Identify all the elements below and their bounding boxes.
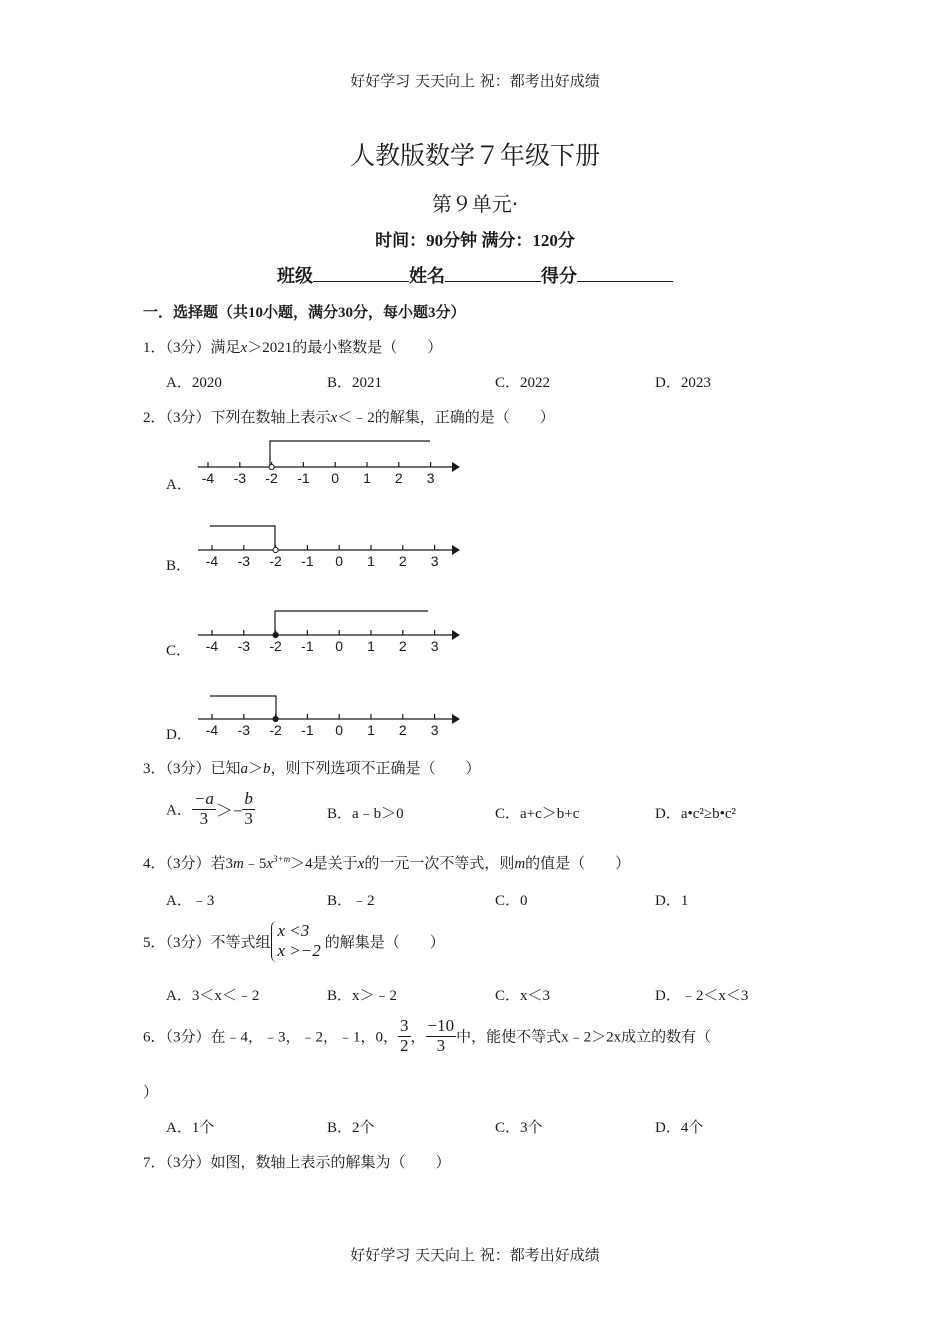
- q5-option-d[interactable]: D．﹣2＜x＜3: [655, 988, 749, 1004]
- q4-option-a[interactable]: A．﹣3: [166, 893, 215, 909]
- axis-a: [198, 462, 460, 486]
- tick-label: 0: [335, 722, 344, 738]
- number-line-b: [190, 516, 470, 576]
- open-dot: [269, 464, 274, 469]
- tick-label: 0: [335, 638, 344, 654]
- score-blank[interactable]: [577, 267, 673, 282]
- q6-option-b[interactable]: B．2个: [327, 1120, 375, 1136]
- tick-label: 0: [331, 470, 340, 486]
- tick-label: -3: [233, 470, 247, 486]
- axis-c: [198, 630, 460, 654]
- q4-option-b[interactable]: B．﹣2: [327, 893, 375, 909]
- number-line-c: [190, 601, 470, 661]
- solid-dot: [273, 716, 278, 721]
- tick-label: -3: [237, 638, 251, 654]
- tick-label: -4: [205, 638, 219, 654]
- page-footer: 好好学习 天天向上 祝：都考出好成绩: [350, 1246, 600, 1264]
- axis-d: [198, 714, 460, 738]
- q4-option-c[interactable]: C．0: [495, 893, 528, 909]
- axis-arrow-icon: [452, 545, 460, 555]
- open-dot: [273, 547, 278, 552]
- tick-label: 2: [398, 553, 407, 569]
- axis-arrow-icon: [452, 462, 460, 472]
- question-3: 3．（3分）已知a＞b，则下列选项不正确是（ ）: [143, 761, 481, 777]
- number-line-d: [190, 685, 470, 745]
- tick-label: -2: [269, 638, 282, 654]
- q2-option-c-label[interactable]: C．: [166, 643, 192, 659]
- tick-label: -1: [297, 470, 310, 486]
- q3-option-a[interactable]: A． $\frac{-a}{3}$ ＞− $\frac{b}{3}$: [166, 789, 253, 828]
- name-label: 姓名: [409, 266, 445, 286]
- tick-label: 2: [398, 722, 407, 738]
- tick-label: 3: [426, 470, 435, 486]
- tick-label: 2: [398, 638, 407, 654]
- q1-option-d[interactable]: D．2023: [655, 375, 711, 391]
- inequality-system: x <3 x >−2: [271, 921, 325, 962]
- q3-option-d[interactable]: D．a•c²≥b•c²: [655, 806, 737, 822]
- class-label: 班级: [277, 266, 313, 286]
- question-6: 6．（3分）在﹣4，﹣3，﹣2，﹣1，0， $\frac{3}{2}$ ， $\frac{-10}{3}$ 中，能使不等式x﹣2＞2x成立的数有（: [143, 1016, 712, 1055]
- tick-label: 1: [367, 553, 375, 569]
- q1-option-b[interactable]: B．2021: [327, 375, 383, 391]
- question-7: 7．（3分）如图，数轴上表示的解集为（ ）: [143, 1155, 451, 1171]
- tick-label: 3: [430, 638, 439, 654]
- q6-option-d[interactable]: D．4个: [655, 1120, 704, 1136]
- number-line-a: [190, 432, 470, 492]
- tick-label: 1: [367, 638, 375, 654]
- question-5: 5．（3分）不等式组 x <3 x >−2 的解集是（ ）: [143, 921, 445, 961]
- question-6-close: ）: [143, 1085, 159, 1101]
- tick-label: 2: [394, 470, 403, 486]
- q3-option-b[interactable]: B．a﹣b＞0: [327, 806, 404, 822]
- tick-label: -4: [205, 722, 219, 738]
- tick-label: 3: [430, 553, 439, 569]
- unit-title: 第９单元·: [431, 192, 519, 216]
- class-blank[interactable]: [313, 267, 409, 282]
- name-blank[interactable]: [445, 267, 541, 282]
- page-header: 好好学习 天天向上 祝：都考出好成绩: [350, 72, 600, 90]
- tick-label: -1: [301, 722, 314, 738]
- axis-arrow-icon: [452, 714, 460, 724]
- tick-label: -1: [301, 553, 314, 569]
- q1-option-a[interactable]: A．2020: [166, 375, 222, 391]
- tick-label: -4: [201, 470, 215, 486]
- axis-b: [198, 545, 460, 569]
- q6-option-a[interactable]: A．1个: [166, 1120, 215, 1136]
- axis-arrow-icon: [452, 630, 460, 640]
- tick-label: 3: [430, 722, 439, 738]
- q2-option-d-label[interactable]: D．: [166, 727, 192, 743]
- q1-option-c[interactable]: C．2022: [495, 375, 551, 391]
- score-label: 得分: [541, 266, 577, 286]
- tick-label: -2: [269, 722, 282, 738]
- section-heading: 一．选择题（共10小题，满分30分，每小题3分）: [143, 305, 466, 321]
- tick-label: -3: [237, 553, 251, 569]
- question-1: 1．（3分）满足x＞2021的最小整数是（ ）: [143, 340, 443, 356]
- solid-dot: [273, 632, 278, 637]
- q5-option-b[interactable]: B．x＞﹣2: [327, 988, 398, 1004]
- q2-option-b-label[interactable]: B．: [166, 558, 192, 574]
- tick-label: -3: [237, 722, 251, 738]
- question-4: 4．（3分）若$3m﹣5x^{3+m}>4$是关于x的一元一次不等式，则m的值是（ ）: [143, 854, 631, 872]
- tick-label: -4: [205, 553, 219, 569]
- tick-label: 1: [367, 722, 375, 738]
- q4-option-d[interactable]: D．1: [655, 893, 689, 909]
- time-info: 时间：90分钟 满分：120分: [375, 231, 575, 250]
- tick-label: 0: [335, 553, 344, 569]
- info-line: [0, 262, 950, 288]
- doc-title: 人教版数学７年级下册: [349, 141, 600, 170]
- tick-label: -2: [269, 553, 282, 569]
- q6-option-c[interactable]: C．3个: [495, 1120, 543, 1136]
- q2-option-a-label[interactable]: A．: [166, 477, 192, 493]
- tick-label: -1: [301, 638, 314, 654]
- question-2: 2．（3分）下列在数轴上表示x＜﹣2的解集，正确的是（ ）: [143, 410, 555, 426]
- tick-label: 1: [363, 470, 371, 486]
- q5-option-a[interactable]: A．3＜x＜﹣2: [166, 988, 260, 1004]
- q3-option-c[interactable]: C．a+c＞b+c: [495, 806, 580, 822]
- tick-label: -2: [265, 470, 278, 486]
- q5-option-c[interactable]: C．x＜3: [495, 988, 551, 1004]
